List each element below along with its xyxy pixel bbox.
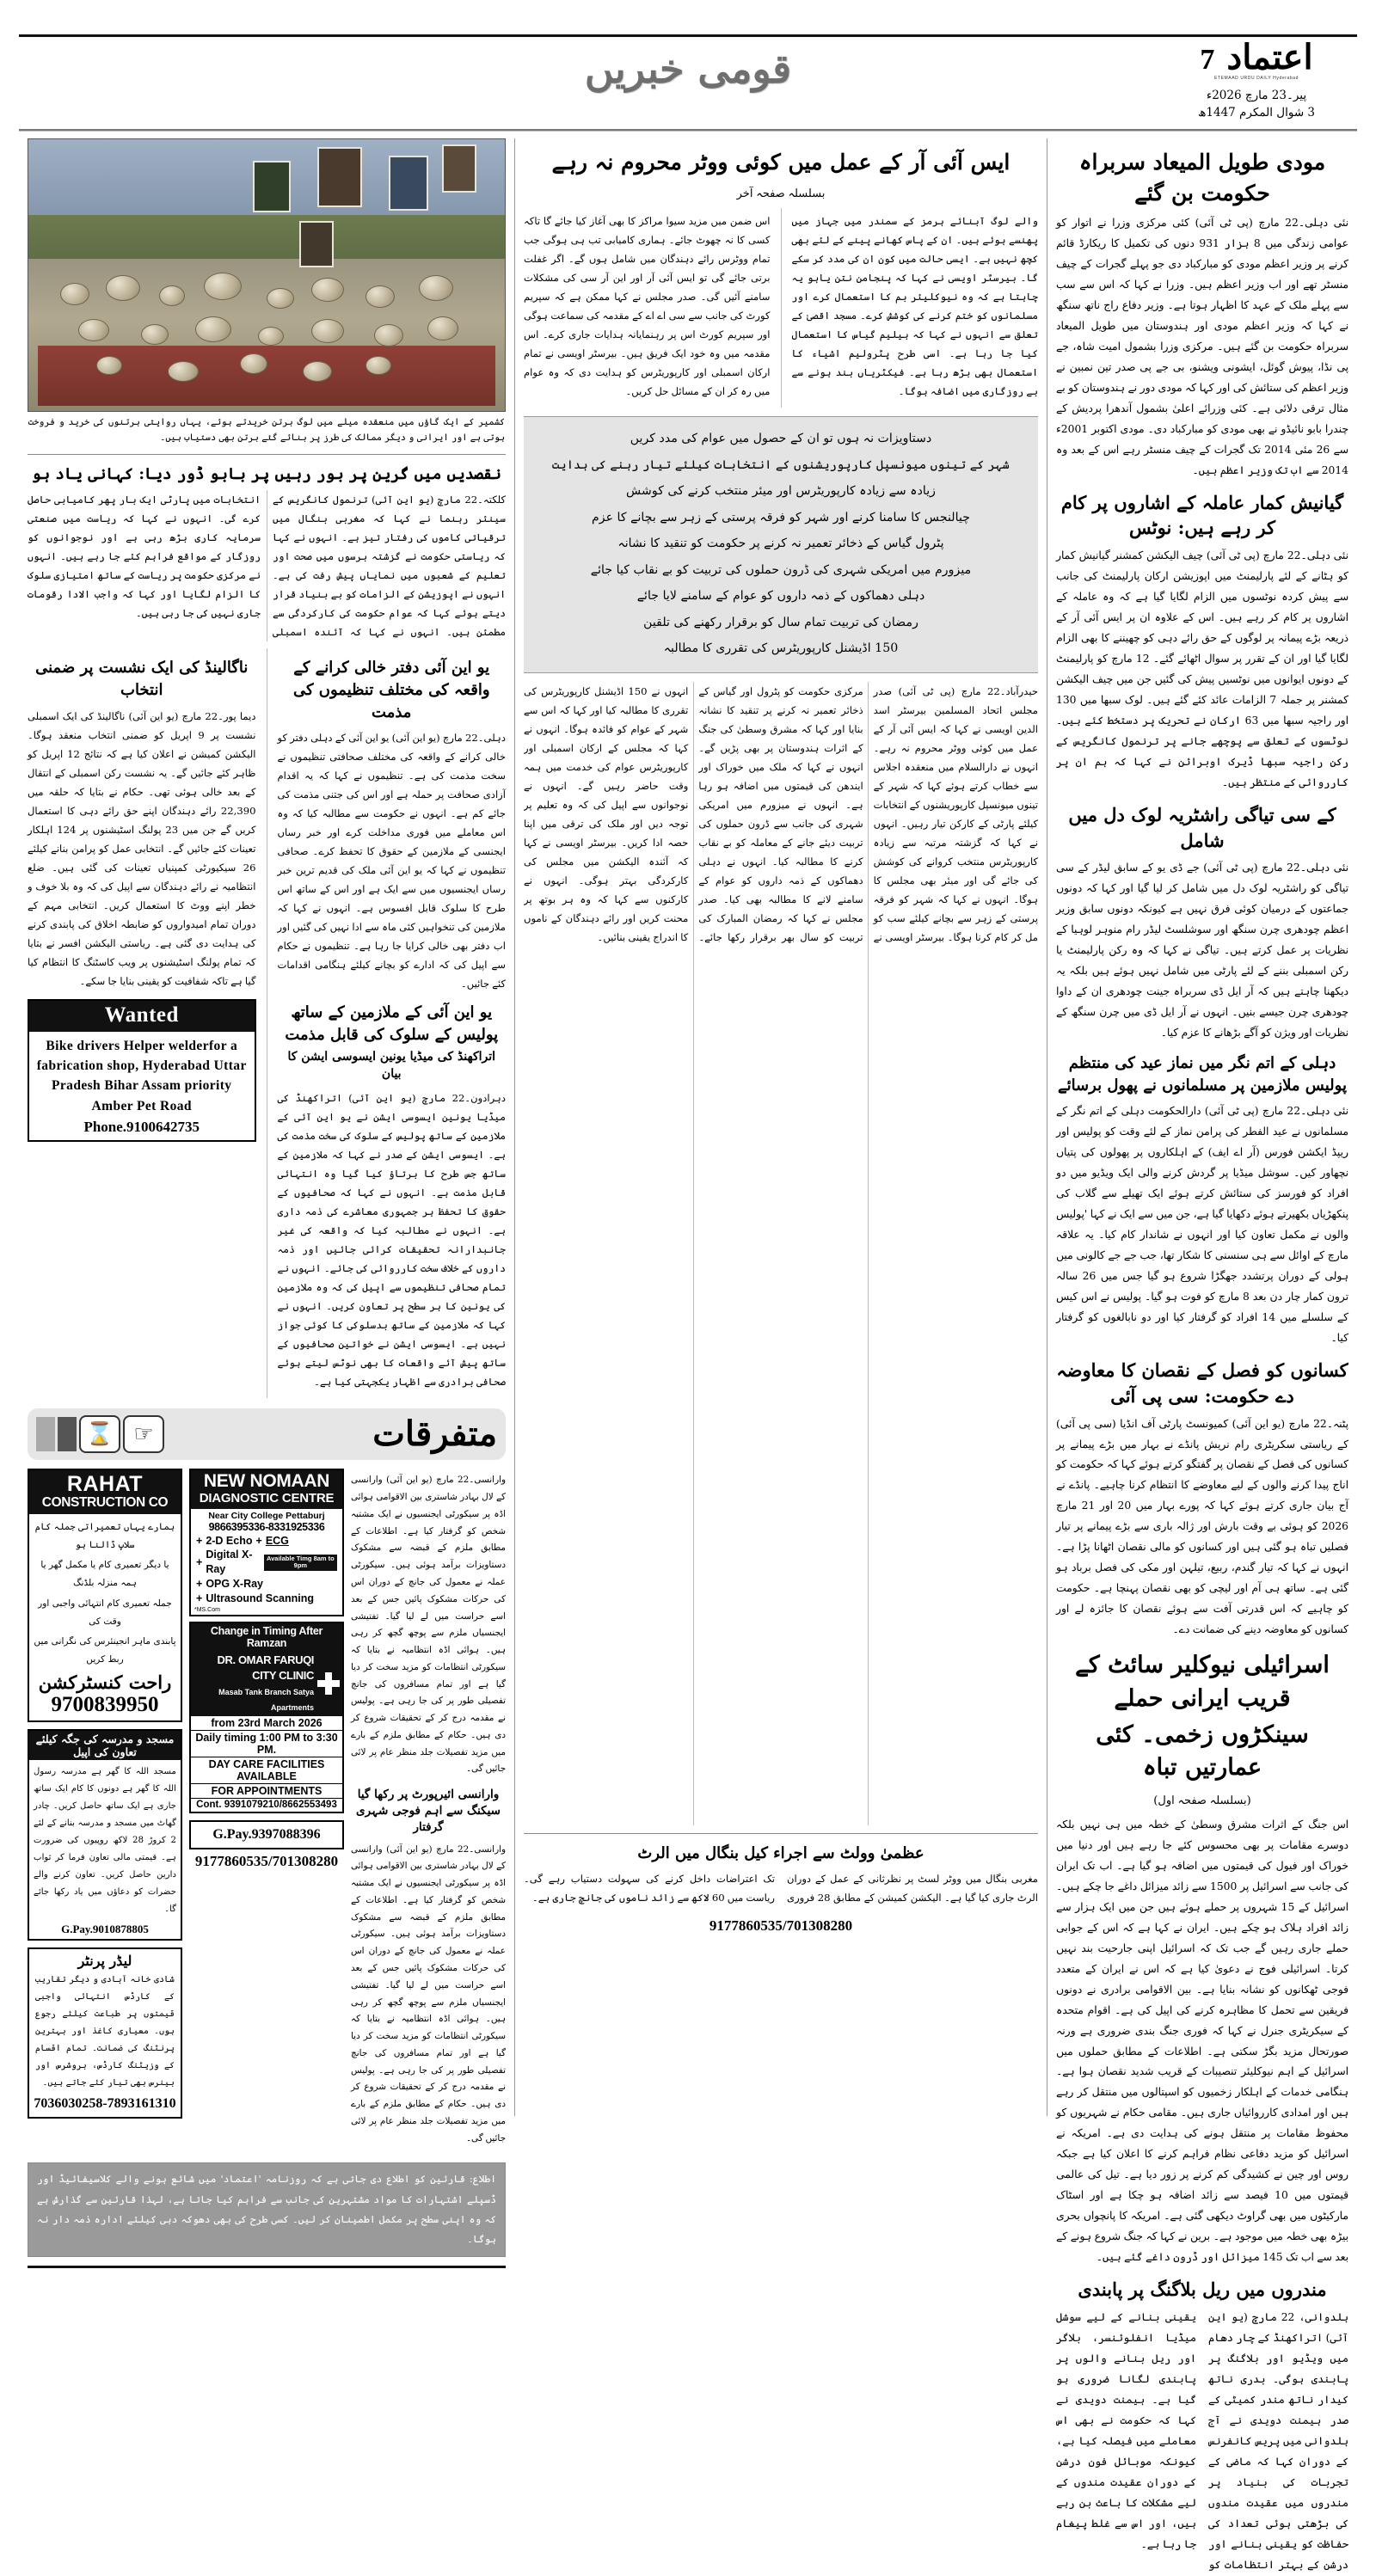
ad-nomaan-availability-badge: Available Timg 8am to 9pm <box>264 1555 337 1571</box>
right-headline-1: مودی طویل المیعاد سربراہ حکومت بن گئے <box>1078 150 1326 205</box>
mid-phone-right[interactable]: 9177860535/701308280 <box>709 1917 853 1935</box>
ad-nomaan-service: OPG X-Ray <box>206 1578 263 1591</box>
ad-rahat-line3: جملہ تعمیری کام انتہائی واجبی اور وقت کی <box>38 1598 172 1627</box>
date-gregorian: پیر۔23 مارچ 2026ء <box>1206 89 1307 102</box>
medical-cross-icon <box>317 1672 340 1695</box>
left-headline-5: وارانسی ائیرپورٹ پر رکھا گیا سیکنگ سے اہم فوجی شہری گرفتار <box>356 1788 501 1835</box>
right-headline-5: کسانوں کو فصل کے نقصان کا معاوضہ دے حکومت: سی پی آئی <box>1056 1359 1348 1407</box>
ad-nomaan-service: Digital X-Ray <box>206 1549 253 1576</box>
photo-portrait <box>389 156 428 211</box>
ad-clinic-line3: DAY CARE FACILITIES AVAILABLE <box>191 1757 342 1784</box>
highlight-item: میزورم میں امریکی شہری کی ڈرون حملوں کی تربیت کو بے نقاب کیا جائے <box>590 562 972 577</box>
ad-rahat-brand-line1: RAHAT <box>66 1472 144 1497</box>
left-headline-2: ناگالینڈ کی ایک نشست پر ضمنی انتخاب <box>35 659 249 699</box>
right-headline-2: گیانیش کمار عاملہ کے اشاروں پر کام کر رہے ہیں: نوٹس <box>1060 491 1344 539</box>
plus-icon: + <box>255 1534 262 1547</box>
banner-icons <box>36 1415 164 1453</box>
ad-clinic-doctor-row <box>191 1651 342 1716</box>
masthead-divider <box>19 129 1357 132</box>
left-headline-1: نقصدیں میں گرین پر بور رہیں پر بابو ڈور دیا: کہانی یاد ہو <box>32 464 501 483</box>
photo-pots <box>43 270 491 401</box>
ad-rahat-line2: یا دیگر تعمیری کام یا مکمل گھر یا ہمہ منزلہ بلڈنگ <box>40 1560 169 1589</box>
page-content <box>19 138 1357 2571</box>
ad-madarsa-header: مسجد و مدرسہ کی جگہ کیلئے تعاون کی اپیل <box>29 1731 181 1760</box>
publication-logo: اعتماد <box>1226 37 1313 77</box>
ad-nomaan-name1: NEW NOMAAN <box>191 1470 342 1492</box>
left-subhead-4: اتراکھنڈ کی میڈیا یونین ایسوسی ایشن کا بیان <box>287 1050 496 1082</box>
ad-mid-gpay-block[interactable] <box>189 1820 344 1849</box>
mid-phone-left[interactable]: 9177860535/701308280 <box>194 1852 339 1869</box>
center-main-article: حیدرآباد۔22 مارچ (پی ٹی آئی) صدر مجلس اتحاد المسلمین بیرسٹر اسد الدین اویسی نے کہا کہ ایس آئی آر کے عمل میں کوئی ووٹر محروم نہ رہے۔ انہوں نے دارالسلام میں منعقدہ اجلاس سے خطاب کرتے ہوئے کہا کہ شہر کے تینوں میونسپل کارپوریشنوں کے انتخابات کیلئے پارٹی کے کارکن تیار رہیں۔ انہوں نے کہا کہ گزشتہ مرتبہ سے زیادہ کارپوریٹرس منتخب کروانے کی کوشش کی جائے گی اور میئر بھی مجلس کا ہوگا۔ انہوں نے کہا کہ شہر کو فرقہ پرستی کے زہر سے بچانے کیلئے سب کو مل کر کام کرنا ہوگا۔ بیرسٹر اویسی نے مرکزی حکومت کو پٹرول اور گیاس کے ذخائر تعمیر نہ کرنے پر تنقید کا نشانہ بنایا اور کہا کہ مشرق وسطیٰ کی جنگ کے اثرات ہندوستان پر بھی پڑیں گے۔ انہوں نے کہا کہ ملک میں خوراک اور ایندھن کی قیمتوں میں اضافہ ہو رہا ہے۔ انہوں نے میزورم میں امریکی شہری کی جانب سے ڈرون حملوں کی تربیت دیئے جانے کے معاملہ کو بے نقاب کرنے کا مطالبہ کیا۔ انہوں نے دہلی دھماکوں کے ذمہ داروں کو عوام کے سامنے لانے کا مطالبہ بھی کیا۔ صدر مجلس نے کہا کہ رمضان المبارک کی تربیت کو سال بھر برقرار رکھا جائے۔ انہوں نے 150 اڈیشنل کارپوریٹرس کی تقرری کا مطالبہ کیا اور کہا کہ اس سے شہر کے عوام کو فائدہ ہوگا۔ انہوں نے کہا کہ مجلس کے ارکان اسمبلی اور کارپوریٹرس عوام کی خدمت میں ہمہ وقت حاضر رہیں گے۔ انہوں نے نوجوانوں سے اپیل کی کہ وہ تعلیم پر توجہ دیں اور ملک کی ترقی میں اپنا حصہ ادا کریں۔ بیرسٹر اویسی نے کہا کہ آئندہ الیکشن میں مجلس کی کارکردگی بہتر ہوگی۔ انہوں نے کارکنوں سے کہا کہ وہ ہر بوتھ پر محنت کریں اور رائے دہندگان کے ناموں کا اندراج یقینی بنائیں۔ <box>524 684 1038 943</box>
classified-col-c <box>28 1469 182 2154</box>
ad-nomaan-service: ECG <box>265 1534 289 1547</box>
ad-rahat-brand-line2: CONSTRUCTION CO <box>41 1494 169 1510</box>
right-article-4: نئی دہلی۔22 مارچ (پی ٹی آئی) دارالحکومت دہلی کے اتم نگر کے مسلمانوں نے عید الفطر کی پرامن نماز کے لئے وقت کو پولیس اور ریپڈ ایکشن فورس (آر اے ایف) کے اہلکاروں پر پھولوں کی پتیاں نچھاور کیں۔ سوشل میڈیا پر گردش کرنے والی ایک ویڈیو میں دو افراد کو فورسز کی ستائش کرتے ہوئے ایک تھیلے سے گلاب کی پنکھڑیاں بکھیرتے ہوئے دکھایا گیا ہے، جن میں سے ایک نے کہا 'پولیس والوں نے مکمل تعاون کیا اور انہوں نے شاندار کام کیا۔ یہ علاقہ مارچ کے اوائل سے ہی سنسنی کا شکار تھا، جب جے جے کالونی میں ہولی کے دوران پرتشدد جھگڑا شروع ہو گیا جس میں 26 سالہ ترون کمار چار دن بعد 8 مارچ کو فوت ہو گیا۔ پولیس نے اس کیس کے سلسلے میں 14 افراد کو گرفتار کیا اور دو نابالغوں کو گرفتار کیا۔ <box>1056 1105 1348 1344</box>
ad-wanted-body: Bike drivers Helper welderfor a fabrication shop, Hyderabad Uttar Pradesh Bihar Assam priority Amber Pet Road <box>36 1038 247 1113</box>
photo-portrait <box>299 221 334 267</box>
right-continued-label: (بسلسلہ صفحہ اول) <box>1153 1794 1251 1807</box>
left-article-5-cont: وارانسی۔22 مارچ (یو این آئی) وارانسی کے لال بہادر شاستری بین الاقوامی ہوائی اڈہ پر سیکورٹی ایجنسیوں نے ایک مشتبہ شخص کو گرفتار کیا ہے۔ اطلاعات کے مطابق ملزم کے قبضہ سے مشکوک دستاویزات برآمد ہوئی ہیں۔ سیکورٹی عملہ نے معمول کی جانچ کے دوران اس کی حرکات مشکوک پائیں جس کے بعد اسے حراست میں لے لیا گیا۔ تفتیشی ایجنسیاں ملزم سے پوچھ گچھ کر رہی ہیں۔ ہوائی اڈہ انتظامیہ نے بتایا کہ سیکورٹی انتظامات کو مزید سخت کر دیا گیا ہے اور تمام مسافروں کی جانچ تفصیلی طور پر کی جا رہی ہے۔ پولیس نے مقدمہ درج کر کے تحقیقات شروع کر دی ہیں۔ حکام کے مطابق ملزم کے بارے میں مزید تفصیلات جلد منظر عام پر لائی جائیں گی۔ <box>351 1843 506 2144</box>
ad-nomaan-service: Ultrasound Scanning <box>206 1592 315 1605</box>
center-highlights-box <box>524 416 1038 673</box>
hourglass-icon: ⌛ <box>79 1415 120 1453</box>
ad-rahat-line4: پابندی ماہر انجینئرس کی نگرانی میں ربط کریں <box>34 1636 176 1665</box>
page-bottom-rule <box>28 2266 506 2268</box>
column-left <box>19 138 514 2245</box>
ad-leader-body: شادی خانہ آبادی و دیگر تقاریب کے کارڈس انتہائی واجبی قیمتوں پر طباعت کیلئے رجوع ہوں۔ معیاری کاغذ اور بہترین پرنٹنگ کی ضمانت۔ تمام اقسام کے وزیٹنگ کارڈس، بروشرس اور بینرس بھی تیار کئے جاتے ہیں۔ <box>35 1975 175 2088</box>
highlight-item: 150 اڈیشنل کارپوریٹرس کی تقرری کا مطالبہ <box>663 641 899 656</box>
left-article-2: دیما پور۔22 مارچ (یو این آئی) ناگالینڈ کی ایک اسمبلی نشست پر 9 اپریل کو ضمنی انتخاب منعقد ہوگا۔ الیکشن کمیشن نے اعلان کیا ہے کہ نتائج 12 اپریل کو ظاہر کئے جائیں گے۔ یہ نشست رکن اسمبلی کے انتقال کے بعد خالی ہوئی تھی۔ حکام نے بتایا کہ حلقہ میں 22,390 رائے دہندگان اپنے حق رائے دہی کا استعمال کریں گے جن میں 23 پولنگ اسٹیشنوں پر 124 اہلکار تعینات کئے جائیں گے۔ انتخابی عمل کو پرامن بنانے کیلئے 26 سیکیورٹی کمپنیاں تعینات کی گئی ہیں۔ ضلع انتظامیہ نے رائے دہندگان سے اپیل کی کہ وہ بلا خوف و خطر اپنے ووٹ کا استعمال کریں۔ انتخابی مہم کے دوران تمام امیدواروں کو ضابطہ اخلاق کی پابندی کرنے کی ہدایت دی گئی ہے۔ ریاستی الیکشن افسر نے بتایا کہ تمام پولنگ اسٹیشنوں پر ویب کاسٹنگ کا انتظام کیا گیا ہے تاکہ شفافیت کو یقینی بنایا جا سکے۔ <box>28 709 256 987</box>
right-headline-6-line1: اسرائیلی نیوکلیر سائٹ کے قریب ایرانی حملے <box>1075 1652 1330 1712</box>
right-headline-7: مندروں میں ریل بلاگنگ پر پابندی <box>1078 2279 1327 2301</box>
ad-rahat-urdu-name: راحت کنسٹرکشن <box>38 1671 172 1694</box>
photo-block <box>28 138 506 446</box>
ad-rahat-brand <box>29 1470 181 1514</box>
plus-icon: + <box>196 1592 203 1605</box>
ad-rahat-phone[interactable]: 9700839950 <box>51 1693 159 1717</box>
center-continued-label: بسلسلہ صفحہ آخر <box>736 187 826 200</box>
left-article-4: دہرادون۔22 مارچ (یو این آئی) اتراکھنڈ کی میڈیا یونین ایسوسی ایشن نے یو این آئی کے ملازمین کے ساتھ پولیس کے سلوک کی سخت مذمت کی ہے۔ ایسوسی ایشن کے صدر نے کہا کہ ملازمین کے ساتھ جس طرح کا برتاؤ کیا گیا وہ انتہائی قابل مذمت ہے۔ انہوں نے کہا کہ صحافیوں کے حقوق کا تحفظ ہر جمہوری معاشرے کی ذمہ داری ہے۔ انہوں نے مطالبہ کیا کہ واقعہ کی غیر جانبدارانہ تحقیقات کرائی جائیں اور ذمہ داروں کے خلاف سخت کارروائی کی جائے۔ انہوں نے تمام صحافی تنظیموں سے اپیل کی کہ وہ ملازمین کی یونین کا ہر سطح پر تعاون کریں۔ انہوں نے کہا کہ ملازمین کے ساتھ بدسلوکی کا کوئی جواز نہیں ہے۔ ایسوسی ایشن نے خواتین صحافیوں کے ساتھ پیش آئے واقعات کا بھی نوٹس لیتے ہوئے صحافی برادری سے اظہار یکجہتی کیا ہے۔ <box>277 1092 506 1389</box>
highlight-item: رمضان کی تربیت تمام سال کو برقرار رکھنے کی تلقین <box>643 615 918 629</box>
highlight-item: شہر کے تینوں میونسپل کارپوریشنوں کے انتخابات کیلئے تیار رہنے کی ہدایت <box>552 457 1010 472</box>
right-article-1: نئی دہلی۔22 مارچ (پی ٹی آئی) کئی مرکزی وزرا نے اتوار کو عوامی زندگی میں 8 ہزار 931 دنوں کی تکمیل کا ریکارڈ قائم کرنے پر وزیر اعظم مودی کو مبارکباد دی جو پہلے گجرات کے چیف منسٹر تھے اور اب وزیر اعظم ہیں۔ وزرا نے کہا کہ اس سے سب سے پہلے ملک کے عہد کا اظہار ہوتا ہے۔ وزیر دفاع راج ناتھ سنگھ نے کہا کہ وزیر اعظم مودی اور ہندوستان میں طویل المیعاد سربراہ حکومت بن گئے ہیں۔ مرکزی وزرا بشمول امیت شاہ، جے پی نڈا، پیوش گوئل، ایشونی ویشنو، بی جے پی صدر تین نمبین نے وزیر اعظم کی ستائش کی اور کہا کہ مودی دور نے ہندوستان کو بے مثال ترقی دلائی ہے۔ کئی وزرائے اعلیٰ بشمول آندھرا پردیش کے چندرا بابو نائیڈو نے بھی مودی کو مبارکباد دی۔ مودی اکتوبر 2001ء سے 26 مئی 2014 تک گجرات کے چیف منسٹر رہے اس کے بعد وہ 2014 سے اب تک وزیر اعظم ہیں۔ <box>1056 217 1349 476</box>
left-article-5: وارانسی۔22 مارچ (یو این آئی) وارانسی کے لال بہادر شاستری بین الاقوامی ہوائی اڈہ پر سیکورٹی ایجنسیوں نے ایک مشتبہ شخص کو گرفتار کیا ہے۔ اطلاعات کے مطابق ملزم کے قبضہ سے مشکوک دستاویزات برآمد ہوئی ہیں۔ سیکورٹی عملہ نے معمول کی جانچ کے دوران اس کی حرکات مشکوک پائیں جس کے بعد اسے حراست میں لے لیا گیا۔ تفتیشی ایجنسیاں ملزم سے پوچھ گچھ کر رہی ہیں۔ ہوائی اڈہ انتظامیہ نے بتایا کہ سیکورٹی انتظامات کو مزید سخت کر دیا گیا ہے اور تمام مسافروں کی جانچ تفصیلی طور پر کی جا رہی ہے۔ پولیس نے مقدمہ درج کر کے تحقیقات شروع کر دی ہیں۔ حکام کے مطابق ملزم کے بارے میں مزید تفصیلات جلد منظر عام پر لائی جائیں گی۔ <box>351 1475 506 1775</box>
advertiser-disclaimer: اطلاع: قارئین کو اطلاع دی جاتی ہے کہ روزنامہ 'اعتماد' میں شائع ہونے والے کلاسیفائیڈ اور ڈسپلے اشتہارات کا مواد مشتہرین کی جانب سے فراہم کیا جاتا ہے، لہذا قارئین سے گذارش ہے کہ وہ اپنی سطح پر مکمل اطمینان کر لیں۔ کسی طرح کی بھی دھوکہ دہی کیلئے ادارہ ذمہ دار نہ ہوگا۔ <box>28 2162 506 2257</box>
ad-clinic-doctor: DR. OMAR FARUQI CITY CLINIC <box>217 1653 314 1682</box>
center-headline: ایس آئی آر کے عمل میں کوئی ووٹر محروم نہ رہے <box>551 150 1010 175</box>
date-hijri: 3 شوال المکرم 1447ھ <box>1197 106 1316 120</box>
news-photo <box>28 138 506 412</box>
ad-leader-printer[interactable] <box>28 1947 182 2118</box>
right-headline-3: کے سی تیاگی راشٹریہ لوک دل میں شامل <box>1068 803 1336 851</box>
ad-nomaan-phones[interactable]: 9866395336-8331925336 <box>208 1520 325 1533</box>
center-bottom-article: مغربی بنگال میں ووٹر لسٹ پر نظرثانی کے عمل کے دوران الرٹ جاری کیا گیا ہے۔ الیکشن کمیشن کے مطابق 28 فروری تک اعتراضات داخل کرنے کی سہولت دستیاب رہے گی۔ ریاست میں 60 لاکھ سے زائد ناموں کی جانچ جاری ہے۔ <box>524 1873 1038 1904</box>
right-article-5: پٹنہ۔22 مارچ (یو این آئی) کمیونسٹ پارٹی آف انڈیا (سی پی آئی) کے ریاستی سکریٹری رام نریش پانڈے نے بہار میں بڑے پیمانے پر کسانوں کی فصل کے نقصان پر گفتگو کرتے ہوئے کہا کہ حکومت کو اناج پیدا کرنے والوں کے لیے معاوضے کا انتظام کرنا چاہیے۔ پانڈے نے آج بیان جاری کرتے ہوئے کہا کہ پورے بہار میں 20 اور 21 مارچ 2026 کو ہوئی بے وقت بارش اور ژالہ باری سے بڑے پیمانے پر تیار فصلیں تباہ ہو گئی ہیں اور کسانوں کو مالی نقصان اٹھانا پڑا ہے۔ انہوں نے کہا کہ تیار گندم، ربیع، تیلہن اور مکی کی فصل برباد ہو گئی ہے۔ ساتھ ہی آم اور لیچی کو بھی نقصان پہنچا ہے۔ حکومت کو چاہیے کہ اس قدرتی آفت سے ہوئے نقصان کا جائزہ لے اور کسانوں کو معاوضہ دینے کی ضمانت دے۔ <box>1056 1417 1348 1636</box>
ad-wanted-title: Wanted <box>29 1001 255 1032</box>
ad-nomaan-site: *MS.Com <box>194 1606 220 1613</box>
ad-nomaan-diagnostic[interactable] <box>189 1469 344 1616</box>
right-article-3: نئی دہلی۔22 مارچ (پی ٹی آئی) جے ڈی یو کے سابق لیڈر کے سی تیاگی کو راشٹریہ لوک دل میں شامل کر لیا گیا اور کہا کہ دونوں جماعتوں کے درمیان کوئی فرق نہیں ہے کیونکہ دونوں سابق وزیر اعظم چودھری چرن سنگھ اور سوشلسٹ لیڈر رام منوہر لوہیا کے نظریات پر عمل کرتے ہیں۔ تیاگی نے کہا کہ وہ رکن پارلیمنٹ یا رکن اسمبلی بننے کے لئے پارٹی میں شامل نہیں ہوئے ہیں بلکہ یہ دیکھنا چاہتے ہیں کہ آر ایل ڈی سربراہ جینت چودھری ان کے داوا چودھری چرن جیسے بنیں۔ انہوں نے آر ایل ڈی میں چرن سنگھ کے نظریات اور ویژن کو آگے بڑھانے کا عزم کیا۔ <box>1056 862 1348 1040</box>
right-article-7: ہلدوانی، 22 مارچ (یو این آئی) اتراکھنڈ کے چار دھام میں ویڈیو اور بلاگنگ پر پابندی ہوگی۔ بدری ناتھ کیدار ناتھ مندر کمیٹی کے صدر ہیمنت دویدی نے آج ہلدوانی میں پریس کانفرنس کے دوران کہا کہ ماضی کے تجربات کی بنیاد پر مندروں میں عقیدت مندوں کی بڑھتی ہوئی تعداد کی حفاظت کو یقینی بنانے اور درشن کے بہتر انتظامات کو یقینی بنانے کے لیے سوشل میڈیا انفلوئنسر، بلاگر اور ریل بنانے والوں پر پابندی لگانا ضروری ہو گیا ہے۔ ہیمنت دویدی نے کہا کہ حکومت نے بھی اس معاملے میں فیصلہ کیا ہے، کیونکہ موبائل فون درشن کے دوران عقیدت مندوں کے لیے مشکلات کا باعث بن رہے ہیں، اور اس سے غلط پیغام جا رہا ہے۔ <box>1056 2310 1348 2571</box>
ad-clinic-line1: from 23rd March 2026 <box>191 1716 342 1731</box>
right-headline-6-line2: سینکڑوں زخمی۔ کئی عمارتیں تباہ <box>1096 1720 1309 1782</box>
ad-clinic-branch: Masab Tank Branch Satya Apartments <box>218 1687 314 1712</box>
center-intro-left: والے لوگ آبنائے ہرمز کے سمندر میں جہاز میں پھنسے ہوئے ہیں۔ ان کے پاس کھانے پینے کے لئے بھی کچھ نہیں ہے۔ ایسی حالت میں کون ان کی مدد کر سکے گا۔ بیرسٹر اویسی نے کہا کہ پنجامن نتن یاہو یہ چاہتا ہے کہ وہ نیوکلیئر بم کا استعمال کرے اور مسلمانوں کو ختم کرنے کی کوشش کرے۔ مسجد اقصیٰ کے تعلق سے انہوں نے کہا کہ ہیلیم گیاس کا استعمال کیا جا رہا ہے۔ اسی طرح پٹرولیم اشیاء کا استعمال بھی بڑھ رہا ہے۔ فیکٹریاں بند ہونے سے بے روزگاری میں اضافہ ہوگا۔ <box>791 214 1038 397</box>
photo-portrait <box>442 144 476 193</box>
decor-square-light-icon <box>36 1417 55 1451</box>
photo-portrait <box>253 161 291 212</box>
center-divider <box>524 1833 1038 1834</box>
left-headline-3: یو این آئی دفتر خالی کرانے کے واقعہ کی مختلف تنظیموں کی مذمت <box>292 659 490 721</box>
classified-section-banner <box>28 1408 506 1460</box>
publication-latin-name: ETEMAAD URDU DAILY Hyderabad <box>1213 76 1299 81</box>
plus-icon: + <box>196 1578 203 1591</box>
ad-clinic-contact[interactable]: Cont. 9391079210/8662553493 <box>191 1798 342 1812</box>
classified-col-a <box>351 1469 506 2154</box>
ad-madarsa-gpay[interactable]: G.Pay.9010878805 <box>61 1923 149 1936</box>
plus-icon: + <box>196 1534 203 1547</box>
section-title: قومی خبریں <box>584 46 792 92</box>
column-right <box>1047 138 1357 2571</box>
highlight-item: دہلی دھماکوں کے ذمہ داروں کو عوام کے سامنے لایا جائے <box>636 589 925 604</box>
left-article-3: دہلی۔22 مارچ (یو این آئی) یو این آئی کے دہلی دفتر کو خالی کرانے کے واقعہ کی مختلف صحافتی تنظیموں نے سخت مذمت کی ہے۔ تنظیموں نے کہا کہ یہ اقدام آزادی صحافت پر حملہ ہے اور اس کی جتنی مذمت کی جائے کم ہے۔ انہوں نے حکومت سے مطالبہ کیا کہ وہ اس معاملے میں فوری مداخلت کرے اور خبر رساں ایجنسی کے ملازمین کے حقوق کا تحفظ کرے۔ صحافی تنظیموں نے کہا کہ یو این آئی ملک کی قدیم ترین خبر رساں ایجنسیوں میں سے ایک ہے اور اس کے ساتھ اس طرح کا سلوک قابل افسوس ہے۔ انہوں نے کہا کہ ملازمین کی تنخواہیں کئی ماہ سے ادا نہیں کی گئیں اور اب دفتر بھی خالی کرایا جا رہا ہے۔ تنظیموں نے حکام سے اپیل کی کہ ادارے کو بچانے کیلئے ہنگامی اقدامات کئے جائیں۔ <box>277 732 506 991</box>
plus-icon: + <box>196 1555 203 1568</box>
ad-mid-gpay[interactable]: G.Pay.9397088396 <box>212 1826 321 1842</box>
highlight-item: چیالنجس کا سامنا کرنے اور شہر کو فرقہ پرستی کے زہر سے بچانے کا عزم <box>591 510 971 524</box>
photo-portrait <box>317 147 362 207</box>
left-headline-4: یو این آئی کے ملازمین کے ساتھ پولیس کے سلوک کی قابل مذمت <box>285 1003 499 1044</box>
ad-rahat-construction[interactable] <box>28 1469 182 1722</box>
ad-masjid-madarsa[interactable] <box>28 1729 182 1941</box>
page-number: 7 <box>1200 44 1215 76</box>
ad-clinic-line2: Daily timing 1:00 PM to 3:30 PM. <box>191 1731 342 1757</box>
left-article-1: کلکتہ۔22 مارچ (یو این آئی) ترنمول کانگریس کے سینئر رہنما نے کہا کہ مغربی بنگال میں ترقیاتی کاموں کی رفتار تیز ہے۔ انہوں نے کہا کہ ریاستی حکومت نے گزشتہ برسوں میں صحت اور تعلیم کے شعبوں میں نمایاں پیش رفت کی ہے۔ انہوں نے اپوزیشن کے الزامات کو بے بنیاد قرار دیتے ہوئے کہا کہ عوام حکومت کی کارکردگی سے مطمئن ہیں۔ انہوں نے کہا کہ آئندہ اسمبلی انتخابات میں پارٹی ایک بار پھر کامیابی حاصل کرے گی۔ انہوں نے کہا کہ ریاست میں صنعتی سرمایہ کاری بڑھ رہی ہے اور نوجوانوں کو روزگار کے مواقع فراہم کئے جا رہے ہیں۔ انہوں نے مرکزی حکومت پر ریاست کے ساتھ امتیازی سلوک کا الزام لگایا اور کہا کہ واجب الادا رقومات جاری نہیں کی جا رہی ہیں۔ <box>28 494 506 639</box>
ad-rahat-line1: ہمارے یہاں تعمیراتی جملہ کام سلاپ ڈالنا ہو <box>34 1521 175 1551</box>
ad-madarsa-body: مسجد اللہ کا گھر ہے مدرسہ رسول اللہ کا گھر ہے دونوں کا کام ایک ساتھ جاری ہے ایک ساتھ حاصل کریں۔ چادر گھاٹ میں مسجد و مدرسہ بنانے کے لئے 2 کروڑ 28 لاکھ روپیوں کی ضرورت ہے۔ قیمتی مالی تعاون فرما کر ثواب دارین حاصل کریں۔ تعاون کرنے والے حضرات کو دعاؤں میں یاد رکھا جائے گا۔ <box>34 1767 176 1914</box>
ad-city-clinic[interactable] <box>189 1622 344 1813</box>
left-divider-1 <box>28 454 506 455</box>
classified-banner-label: متفرقات <box>372 1414 497 1455</box>
photo-caption: کشمیر کے ایک گاؤں میں منعقدہ میلے میں لوگ برتن خریدتے ہوئے، یہاں روایتی برتنوں کی خرید و فروخت ہوتی ہے اور ایرانی و دیگر ممالک کی طرز پر بنائے گئے برتن بھی دستیاب ہیں۔ <box>28 417 505 444</box>
highlight-item: زیادہ سے زیادہ کارپوریٹرس اور میئر منتخب کرنے کی کوشش <box>625 484 937 499</box>
classified-col-b <box>189 1469 344 2154</box>
column-middle <box>514 138 1047 2116</box>
highlight-item: پٹرول گیاس کے ذخائر تعمیر نہ کرنے پر حکومت کو تنقید کا نشانہ <box>617 537 944 551</box>
right-article-6: اس جنگ کے اثرات مشرق وسطیٰ کے خطہ میں ہی نہیں بلکہ دوسرے مقامات پر بھی محسوس کئے جا رہے ہیں اور دنیا میں خوراک اور فیول کی قیمتوں میں اضافہ ہو گیا ہے۔ اب تک ایران کی جانب سے اسرائیل پر 1500 سے زائد میزائل داغے جا چکے ہیں۔ اسرائیل کے 15 شہروں پر حملے ہوئے ہیں جن میں ایک ہزار سے زائد افراد ہلاک ہو چکے ہیں۔ ایران نے کہا ہے کہ اس کے جوابی حملے جاری رہیں گے جب تک کہ اسرائیل اپنی جارحیت بند نہیں کرتا۔ اسرائیلی فوج نے دعویٰ کیا ہے کہ اس نے ایران کے متعدد فوجی ٹھکانوں کو نشانہ بنایا ہے۔ بین الاقوامی برادری نے دونوں فریقین سے تحمل کا مظاہرہ کرنے کی اپیل کی ہے۔ اقوام متحدہ کے سیکریٹری جنرل نے کہا کہ فوری جنگ بندی ضروری ہے ورنہ صورتحال مزید بگڑ سکتی ہے۔ اطلاعات کے مطابق حملوں میں اسرائیل کے اہم نیوکلیئر تنصیبات کے قریب شدید نقصان ہوا ہے۔ ہنگامی خدمات کے اہلکار زخمیوں کو اسپتالوں میں منتقل کر رہے ہیں اور امدادی کارروائیاں جاری ہیں۔ مقامی حکام نے شہریوں کو محفوظ مقامات پر منتقل ہونے کی ہدایت دی ہے۔ امریکہ نے اسرائیل کو مزید دفاعی نظام فراہم کرنے کا اعلان کیا ہے جبکہ روس اور چین نے کشیدگی کم کرنے پر زور دیا ہے۔ تیل کی عالمی قیمتوں میں 10 فیصد سے زائد اضافہ ہو چکا ہے اور اسٹاک مارکیٹوں میں بھی گراوٹ دیکھی گئی ہے۔ امریکہ کا پانچواں بحری بیڑہ بھی خطہ میں موجود ہے۔ برین نے کہا کہ جنگ شروع ہونے کے بعد سے اب تک 145 میزائل اور ڈرون داغے گئے ہیں۔ <box>1056 1818 1349 2264</box>
right-article-2: نئی دہلی۔22 مارچ (پی ٹی آئی) چیف الیکشن کمشنر گیانیش کمار کو ہٹانے کے لئے پارلیمنٹ میں اپوزیشن ارکان پارلیمنٹ کی جانب سے پیش کردہ نوٹسوں میں الزام لگایا گیا ہے کہ وہ عاملہ کے اشاروں پر کام کر رہے ہیں۔ اس کے علاوہ ان پر ایس آئی آر کے ذریعہ بڑے پیمانہ پر لوگوں کے حق رائے دہی کو چھیننے کا بھی الزام لگایا گیا اور ان کے تقرر پر سوال اٹھائے گئے۔ 12 مارچ کو پارلیمنٹ کے دونوں ایوانوں میں نوٹسیں پیش کی گئیں جن میں چیف الیکشن کمشنر پر جملہ 7 الزامات عائد کئے گئے ہیں۔ لوک سبھا میں 130 اور راجیہ سبھا میں 63 ارکان نے تحریک پر دستخط کئے ہیں۔ نوٹسوں کے تعلق سے پوچھے جانے پر ترنمول کانگریس کے رکن راجیہ سبھا ڈیرک اوبرائن نے کہا کہ ہم ان پر کارروائی کے منتظر ہیں۔ <box>1056 549 1349 788</box>
decor-square-dark-icon <box>58 1417 77 1451</box>
right-headline-4: دہلی کے اتم نگر میں نماز عید کی منتظم پولیس ملازمین پر مسلمانوں نے پھول برسائے <box>1058 1054 1347 1095</box>
center-bottom-headline: عظمیٰ وولٹ سے اجراء کیل بنگال میں الرٹ <box>637 1843 924 1862</box>
ad-wanted[interactable] <box>28 999 256 1142</box>
pointing-hand-icon: ☞ <box>123 1415 164 1453</box>
highlight-item: دستاویزات نہ ہوں تو ان کے حصول میں عوام کی مدد کریں <box>630 432 932 445</box>
masthead <box>19 34 1357 127</box>
ad-wanted-phone[interactable]: Phone.9100642735 <box>83 1118 200 1135</box>
ad-leader-phone[interactable]: 7036030258-7893161310 <box>34 2095 176 2111</box>
center-intro-right: اس ضمن میں مزید سیوا مراکز کا بھی آغاز کیا جائے گا تاکہ کسی کا نہ چھوٹ جائے۔ ہماری کامیابی تب ہی ہوگی جب تمام ووٹرس رائے دہندگان میں شامل ہوں گے۔ اگر غفلت برتی جائے گی تو ایس آئی آر اور این آر سی کی مشکلات سامنے آئیں گی۔ صدر مجلس نے کہا ممکن ہے کہ سپریم کورٹ کی جانب سے سی اے اے کے مقدمہ کی سماعت ہوگی اور سپریم کورٹ اس پر رہنمایانہ ہدایات جاری کرے۔ اس مقدمہ میں وہ خود ایک فریق ہیں۔ بیرسٹر اویسی نے تمام ارکان اسمبلی اور کارپوریٹرس کو ہدایت دی کہ وہ عوام میں رہ کر ان کے مسائل حل کریں۔ <box>524 214 771 397</box>
classified-ads-row <box>28 1469 506 2154</box>
ad-nomaan-name2: DIAGNOSTIC CENTRE <box>191 1492 342 1509</box>
ad-nomaan-address: Near City College Pettaburj <box>208 1510 325 1521</box>
ad-leader-title: لیڈر پرنٹر <box>77 1953 132 1970</box>
ad-nomaan-service: 2-D Echo <box>206 1534 253 1547</box>
ad-clinic-line4: FOR APPOINTMENTS <box>211 1784 322 1797</box>
ad-clinic-band: Change in Timing After Ramzan <box>191 1623 342 1651</box>
